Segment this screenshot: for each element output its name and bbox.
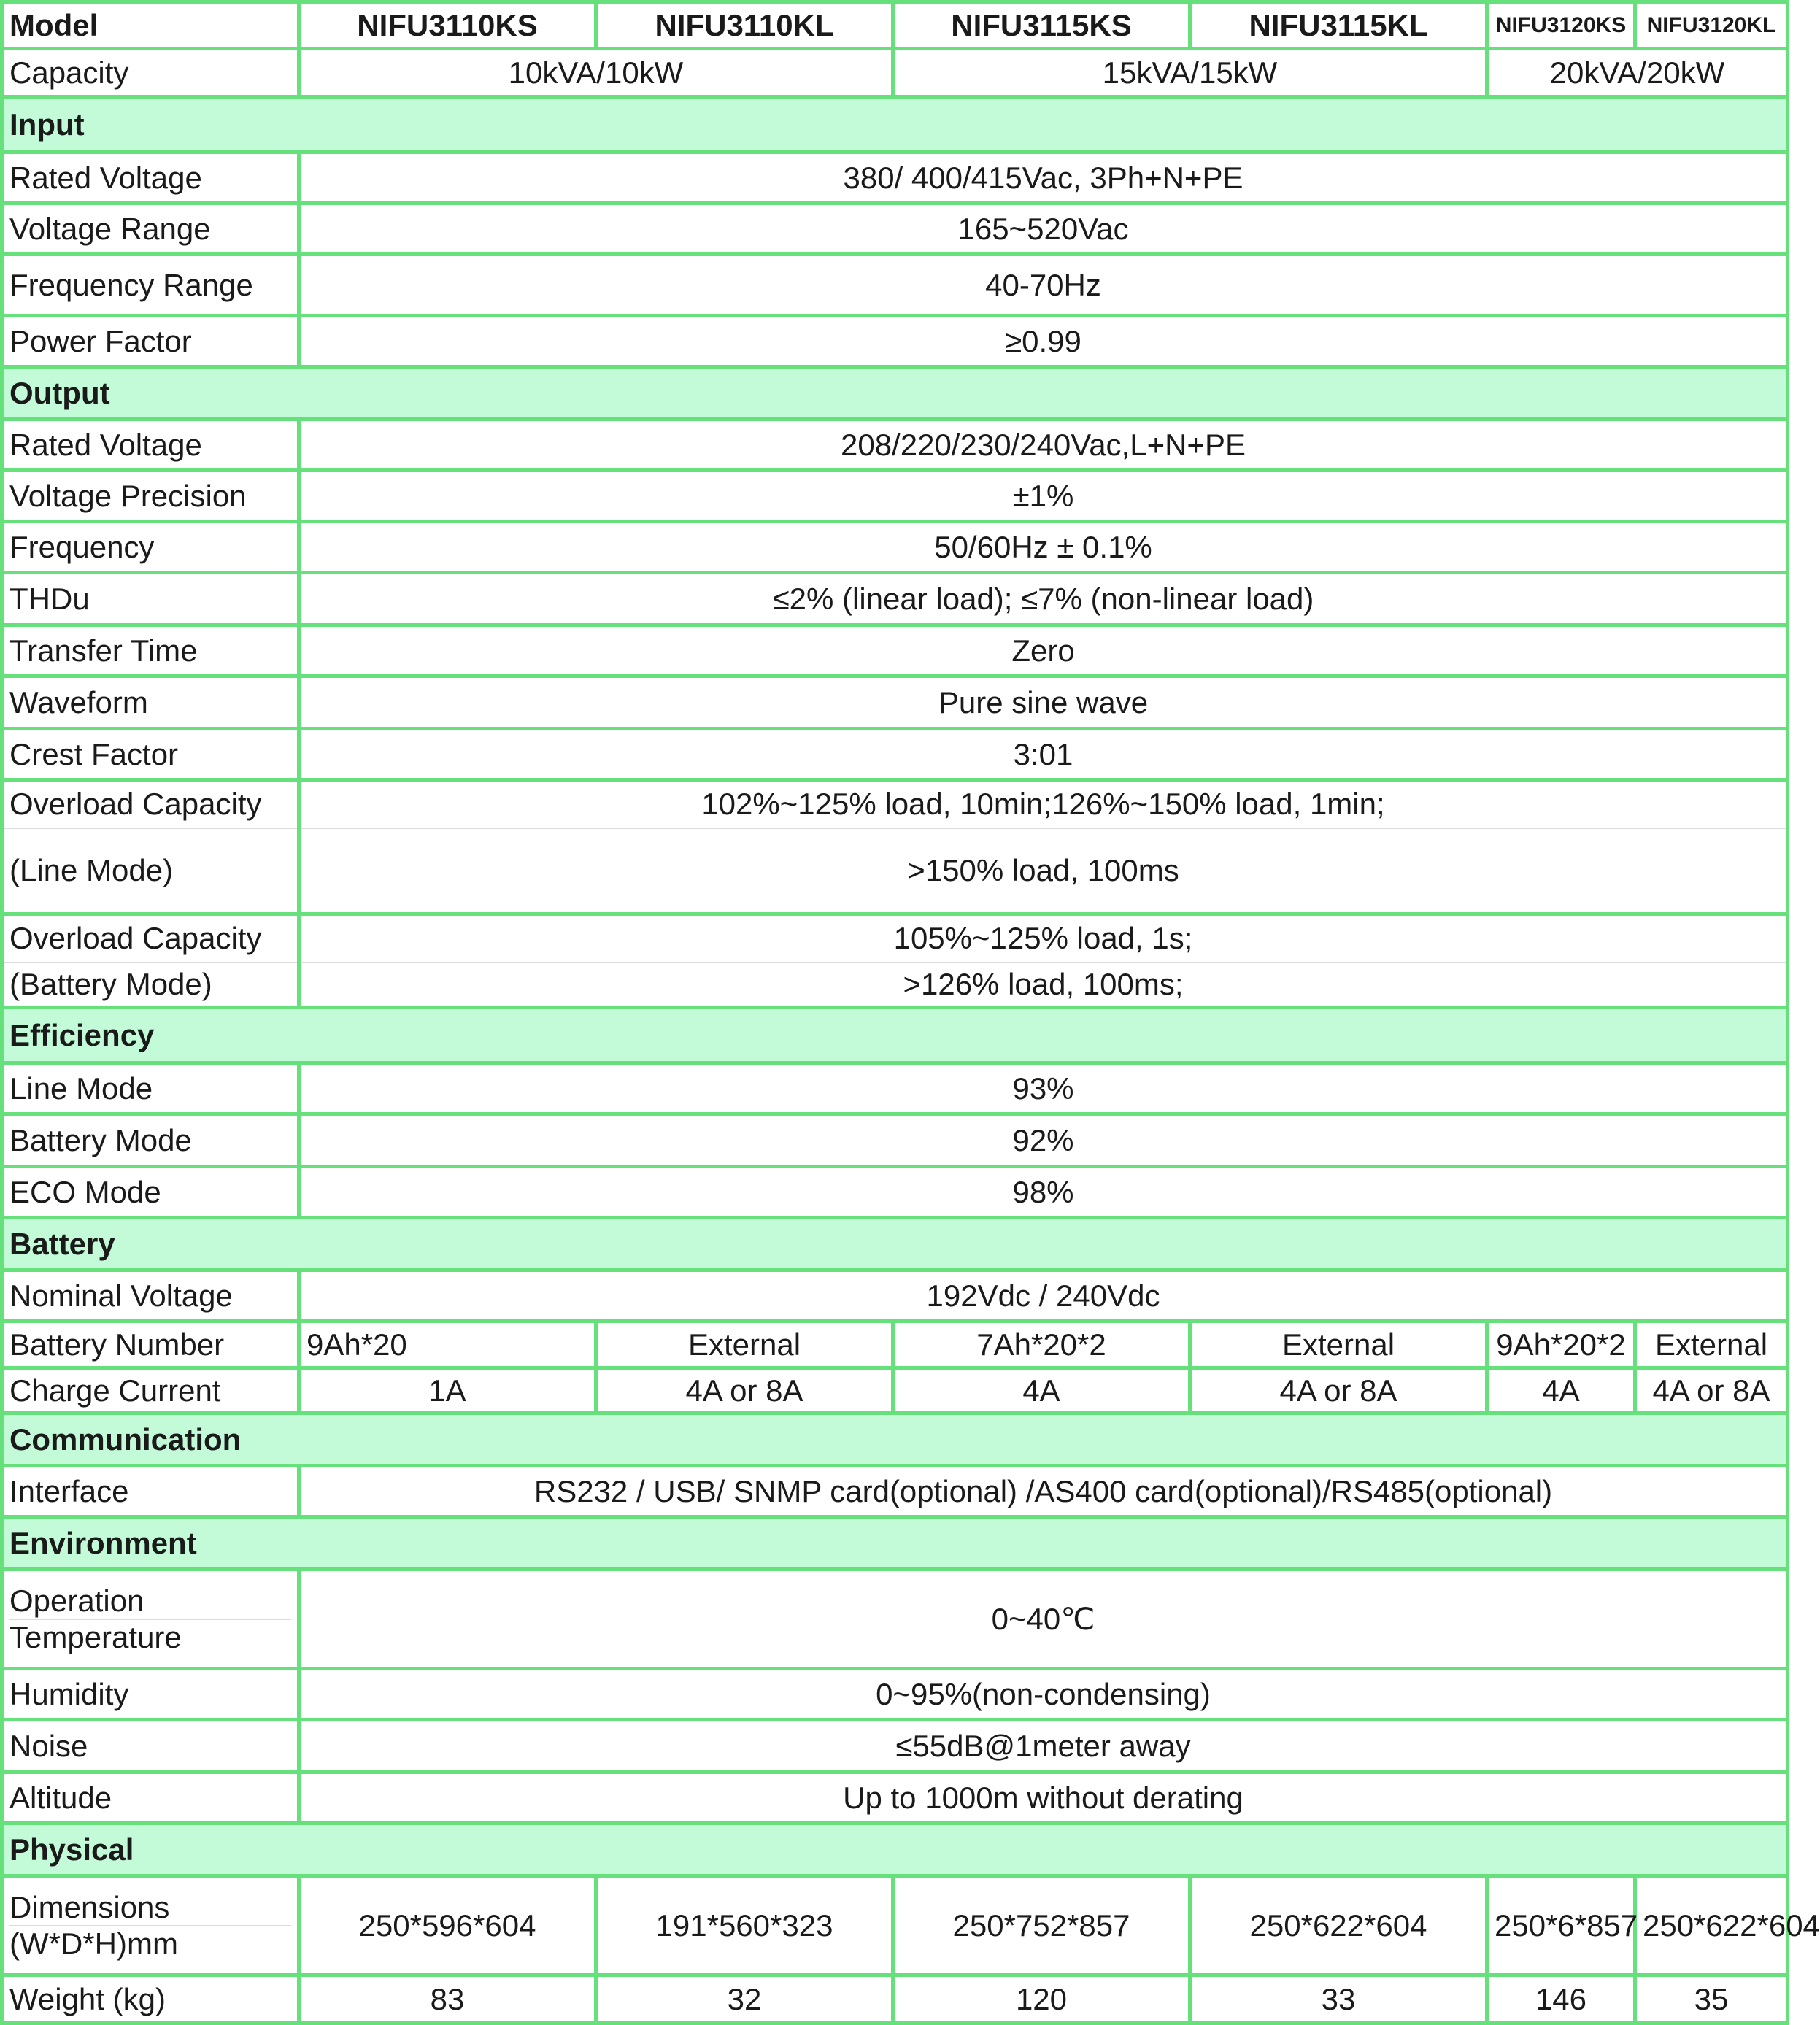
cell-value: 1A [299,1368,596,1413]
cell-value: ±1% [299,471,1788,522]
table-row [2,676,1788,729]
cell-value: 208/220/230/240Vac,L+N+PE [299,420,1788,471]
table-row [2,1270,1788,1322]
section-title: Communication [2,1413,1788,1466]
cell-value: 92% [299,1114,1788,1167]
table-row [2,828,1788,914]
model-label: Model [2,2,299,49]
cell-value: 33 [1190,1975,1487,2024]
row-label: Transfer Time [2,625,299,676]
cell-value: 250*752*857 [893,1876,1190,1975]
table-row [2,255,1788,316]
row-label: (Battery Mode) [2,963,299,1008]
cell-value: 4A [893,1368,1190,1413]
table-row [2,420,1788,471]
section-header-physical [2,1824,1788,1876]
row-label-line: (W*D*H)mm [9,1926,178,1961]
cell-value: 4A or 8A [1635,1368,1788,1413]
row-label: Capacity [2,49,299,97]
cell-value: >126% load, 100ms; [299,963,1788,1008]
cell-value: Pure sine wave [299,676,1788,729]
cell-value: 192Vdc / 240Vdc [299,1270,1788,1322]
section-title: Physical [2,1824,1788,1876]
cell-value: 250*6*857 [1487,1876,1635,1975]
cell-value: External [1635,1322,1788,1368]
cell-value: 105%~125% load, 1s; [299,914,1788,963]
cell-value: 4A [1487,1368,1635,1413]
cell-value: 250*596*604 [299,1876,596,1975]
cell-value: External [596,1322,893,1368]
row-label-line: Dimensions [9,1890,291,1926]
cell-value: 165~520Vac [299,204,1788,255]
model-name: NIFU3120KS [1487,2,1635,49]
row-label: Crest Factor [2,729,299,780]
cell-value: RS232 / USB/ SNMP card(optional) /AS400 card(optional)/RS485(optional) [299,1466,1788,1517]
model-name: NIFU3115KS [893,2,1190,49]
cell-value: 120 [893,1975,1190,2024]
table-row [2,153,1788,204]
table-row [2,1720,1788,1773]
row-label: Interface [2,1466,299,1517]
row-label: Battery Mode [2,1114,299,1167]
cell-value: 35 [1635,1975,1788,2024]
model-name: NIFU3110KL [596,2,893,49]
table-row [2,1466,1788,1517]
table-row [2,1570,1788,1669]
cell-value: 4A or 8A [1190,1368,1487,1413]
cell-value: 250*622*604 [1635,1876,1788,1975]
table-row [2,1167,1788,1218]
table-row [2,573,1788,625]
cell-value: 32 [596,1975,893,2024]
model-name: NIFU3115KL [1190,2,1487,49]
row-label: Humidity [2,1669,299,1720]
cell-value: 0~40℃ [299,1570,1788,1669]
row-label: Nominal Voltage [2,1270,299,1322]
row-label: Weight (kg) [2,1975,299,2024]
section-title: Input [2,97,1788,153]
cell-value: 40-70Hz [299,255,1788,316]
table-row [2,1669,1788,1720]
row-label: Overload Capacity [2,780,299,828]
cell-value: 380/ 400/415Vac, 3Ph+N+PE [299,153,1788,204]
row-label: Line Mode [2,1063,299,1114]
row-label-line: Temperature [9,1619,182,1654]
row-label: Altitude [2,1773,299,1824]
cell-value: 191*560*323 [596,1876,893,1975]
cell-value: 146 [1487,1975,1635,2024]
row-label: Charge Current [2,1368,299,1413]
section-title: Efficiency [2,1008,1788,1063]
row-label: Power Factor [2,316,299,367]
cell-value: ≤55dB@1meter away [299,1720,1788,1773]
cell-value: >150% load, 100ms [299,828,1788,914]
cell-value: Zero [299,625,1788,676]
cell-value: 98% [299,1167,1788,1218]
cell-value: 9Ah*20*2 [1487,1322,1635,1368]
row-label-line: Operation [9,1584,291,1620]
section-header-environment [2,1517,1788,1570]
header-row [2,2,1788,49]
row-label: Noise [2,1720,299,1773]
cell-value: 7Ah*20*2 [893,1322,1190,1368]
section-title: Output [2,367,1788,420]
cell-value: ≤2% (linear load); ≤7% (non-linear load) [299,573,1788,625]
cell-value: 10kVA/10kW [299,49,893,97]
cell-value: 83 [299,1975,596,2024]
table-row [2,914,1788,963]
cell-value: 250*622*604 [1190,1876,1487,1975]
section-header-output [2,367,1788,420]
table-row [2,625,1788,676]
row-label: Voltage Range [2,204,299,255]
table-row [2,1975,1788,2024]
section-title: Environment [2,1517,1788,1570]
cell-value: ≥0.99 [299,316,1788,367]
cell-value: 3:01 [299,729,1788,780]
cell-value: 4A or 8A [596,1368,893,1413]
table-row [2,316,1788,367]
cell-value: Up to 1000m without derating [299,1773,1788,1824]
cell-value: 93% [299,1063,1788,1114]
section-title: Battery [2,1218,1788,1270]
table-row [2,780,1788,828]
table-row [2,1876,1788,1975]
table-row [2,1114,1788,1167]
section-header-input [2,97,1788,153]
cell-value: 20kVA/20kW [1487,49,1788,97]
table-row [2,1773,1788,1824]
row-label: Rated Voltage [2,420,299,471]
table-row [2,729,1788,780]
cell-value: 9Ah*20 [299,1322,596,1368]
row-label: Overload Capacity [2,914,299,963]
section-header-battery [2,1218,1788,1270]
row-label: ECO Mode [2,1167,299,1218]
row-label: Battery Number [2,1322,299,1368]
row-label: (Line Mode) [2,828,299,914]
table-row [2,1368,1788,1413]
row-label [2,1570,299,1669]
model-name: NIFU3110KS [299,2,596,49]
model-name: NIFU3120KL [1635,2,1788,49]
cell-value: External [1190,1322,1487,1368]
cell-value: 15kVA/15kW [893,49,1487,97]
cell-value: 0~95%(non-condensing) [299,1669,1788,1720]
row-label: Frequency [2,522,299,573]
row-label: Frequency Range [2,255,299,316]
cell-value: 50/60Hz ± 0.1% [299,522,1788,573]
table-row [2,1063,1788,1114]
section-header-efficiency [2,1008,1788,1063]
row-label: Rated Voltage [2,153,299,204]
cell-value: 102%~125% load, 10min;126%~150% load, 1min; [299,780,1788,828]
table-row [2,963,1788,1008]
section-header-communication [2,1413,1788,1466]
table-row [2,471,1788,522]
row-label: THDu [2,573,299,625]
table-row [2,204,1788,255]
row-label: Voltage Precision [2,471,299,522]
row-label: Waveform [2,676,299,729]
table-row [2,1322,1788,1368]
capacity-row [2,49,1788,97]
row-label [2,1876,299,1975]
table-row [2,522,1788,573]
